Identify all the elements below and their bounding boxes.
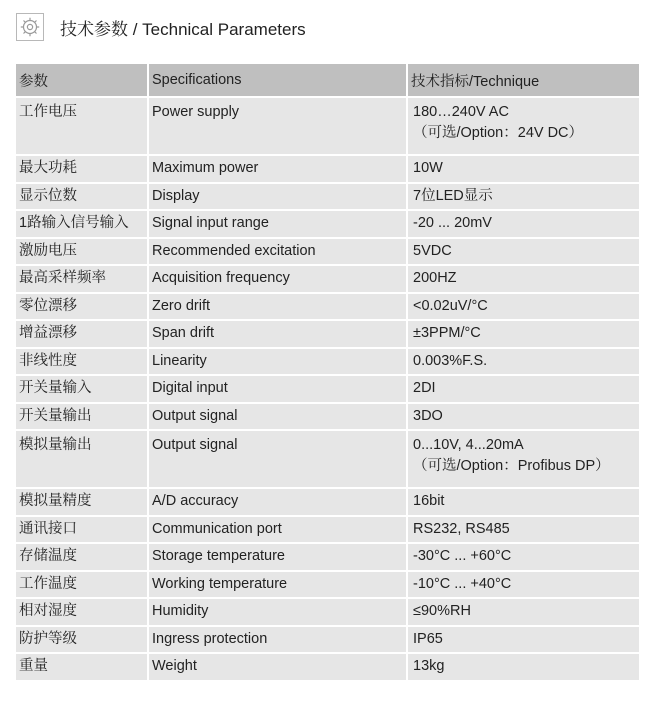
param-cell: 模拟量精度	[16, 488, 148, 516]
page-header	[16, 12, 306, 42]
param-cell: 重量	[16, 653, 148, 681]
spec-cell: Working temperature	[148, 571, 407, 599]
parameters-table	[16, 64, 641, 682]
param-cell: 通讯接口	[16, 516, 148, 544]
spec-cell: Acquisition frequency	[148, 265, 407, 293]
technique-cell: 13kg	[407, 653, 640, 681]
technique-cell: 7位LED显示	[407, 183, 640, 211]
page-title: 技术参数 / Technical Parameters	[60, 19, 306, 39]
spec-cell: Maximum power	[148, 155, 407, 183]
spec-cell: Span drift	[148, 320, 407, 348]
param-cell: 模拟量输出	[16, 430, 148, 488]
param-cell: 非线性度	[16, 348, 148, 376]
technique-cell: RS232, RS485	[407, 516, 640, 544]
table-row	[16, 375, 640, 403]
spec-cell: Weight	[148, 653, 407, 681]
table-row	[16, 653, 640, 681]
spec-cell: Recommended excitation	[148, 238, 407, 266]
gear-icon	[16, 13, 44, 41]
spec-cell: Power supply	[148, 97, 407, 155]
column-header-spec: Specifications	[148, 64, 407, 97]
spec-cell: Output signal	[148, 403, 407, 431]
param-cell: 1路输入信号输入	[16, 210, 148, 238]
table-row	[16, 430, 640, 488]
spec-cell: Digital input	[148, 375, 407, 403]
table-row	[16, 293, 640, 321]
table-row	[16, 598, 640, 626]
spec-cell: Output signal	[148, 430, 407, 488]
spec-cell: Storage temperature	[148, 543, 407, 571]
technique-cell: <0.02uV/°C	[407, 293, 640, 321]
technique-cell: 0...10V, 4...20mA （可选/Option：Profibus DP）	[407, 430, 640, 488]
param-cell: 零位漂移	[16, 293, 148, 321]
technique-cell: 180…240V AC （可选/Option：24V DC）	[407, 97, 640, 155]
spec-cell: Display	[148, 183, 407, 211]
spec-cell: Ingress protection	[148, 626, 407, 654]
table-row	[16, 403, 640, 431]
table-row	[16, 155, 640, 183]
spec-cell: Humidity	[148, 598, 407, 626]
table-row	[16, 488, 640, 516]
table-row	[16, 320, 640, 348]
table-row	[16, 348, 640, 376]
param-cell: 显示位数	[16, 183, 148, 211]
param-cell: 最大功耗	[16, 155, 148, 183]
table-header-row	[16, 64, 640, 97]
technique-cell: ≤90%RH	[407, 598, 640, 626]
table-row	[16, 265, 640, 293]
technique-cell: 10W	[407, 155, 640, 183]
technique-cell: 2DI	[407, 375, 640, 403]
spec-cell: A/D accuracy	[148, 488, 407, 516]
spec-cell: Signal input range	[148, 210, 407, 238]
param-cell: 激励电压	[16, 238, 148, 266]
param-cell: 工作温度	[16, 571, 148, 599]
param-cell: 开关量输出	[16, 403, 148, 431]
column-header-technique: 技术指标/Technique	[407, 64, 640, 97]
technique-cell: -20 ... 20mV	[407, 210, 640, 238]
table-row	[16, 571, 640, 599]
param-cell: 增益漂移	[16, 320, 148, 348]
param-cell: 防护等级	[16, 626, 148, 654]
table-row	[16, 516, 640, 544]
table-row	[16, 210, 640, 238]
param-cell: 相对湿度	[16, 598, 148, 626]
table-row	[16, 626, 640, 654]
column-header-param: 参数	[16, 64, 148, 97]
technique-cell: 16bit	[407, 488, 640, 516]
param-cell: 存储温度	[16, 543, 148, 571]
technique-cell: IP65	[407, 626, 640, 654]
technique-cell: -30°C ... +60°C	[407, 543, 640, 571]
param-cell: 最高采样频率	[16, 265, 148, 293]
spec-cell: Communication port	[148, 516, 407, 544]
technique-cell: ±3PPM/°C	[407, 320, 640, 348]
technique-cell: 5VDC	[407, 238, 640, 266]
technique-cell: 200HZ	[407, 265, 640, 293]
param-cell: 工作电压	[16, 97, 148, 155]
spec-cell: Linearity	[148, 348, 407, 376]
technique-cell: 0.003%F.S.	[407, 348, 640, 376]
technique-cell: 3DO	[407, 403, 640, 431]
table-row	[16, 543, 640, 571]
table-row	[16, 183, 640, 211]
table-row	[16, 97, 640, 155]
table-row	[16, 238, 640, 266]
spec-cell: Zero drift	[148, 293, 407, 321]
param-cell: 开关量输入	[16, 375, 148, 403]
technique-cell: -10°C ... +40°C	[407, 571, 640, 599]
